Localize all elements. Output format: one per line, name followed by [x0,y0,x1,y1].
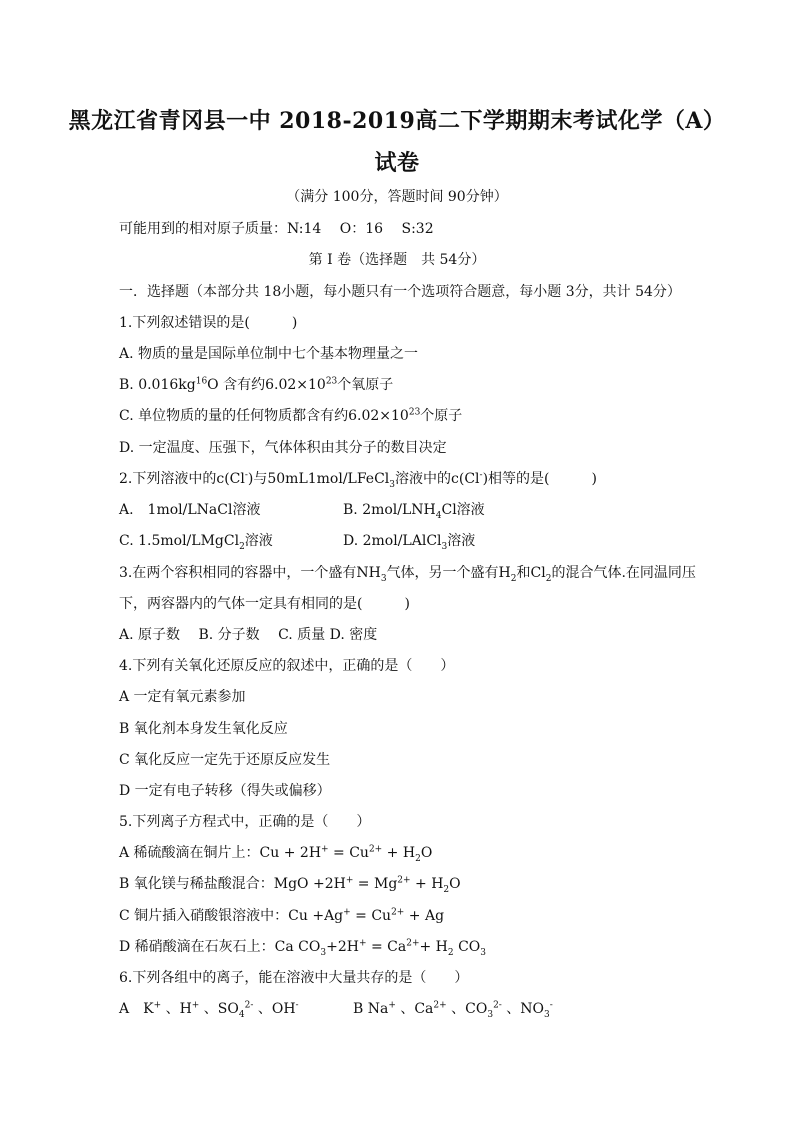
q2-d-text: D. 2mol/LAlCl [343,533,442,549]
q6-b-text: 、Ca [395,1001,434,1017]
section-heading: 一．选择题（本部分共 18小题，每小题只有一个选项符合题意，每小题 3分，共计 54分） [119,284,681,300]
q2-stem-text: )相等的是( ) [482,471,597,487]
q5-d-text: D 稀硝酸滴在石灰石上：Ca CO [119,939,321,955]
q2-stem-text: 2.下列溶液中的c(Cl [119,471,245,487]
q5-c-sup: 2+ [391,907,405,918]
q5-option-a [119,842,432,864]
q4-option-a: A 一定有氧元素参加 [119,689,246,705]
q5-a-text: + H [382,845,416,861]
q5-a-sup: + [321,844,329,855]
q5-d-text: + H [419,939,448,955]
q2-option-c [119,530,273,552]
q5-d-text: = Ca [366,939,407,955]
q5-d-sup: 2+ [406,938,420,949]
exam-title-line1: 黑龙江省青冈县一中 2018-2019高二下学期期末考试化学（A） [68,108,726,134]
q2-c-text: 溶液 [244,533,273,549]
q2-option-b [343,499,485,521]
q4-stem: 4.下列有关氧化还原反应的叙述中，正确的是（ ） [119,658,455,674]
q6-a-sup: 2- [244,1000,254,1011]
q6-option-a [119,998,299,1020]
q5-b-sup: + [345,875,354,886]
q1-b-sup: 23 [325,376,338,387]
q6-b-sup: 2- [493,1000,502,1011]
q1-c-sup: 23 [408,407,421,418]
q6-a-sup: + [191,1000,200,1011]
q5-d-sub: 2 [447,947,454,958]
q5-c-text: + Ag [404,908,445,924]
q6-b-sup: - [549,1000,553,1011]
q3-stem-text: 和Cl [516,565,546,581]
q5-a-text: O [420,845,433,861]
q6-a-sup: - [295,1000,299,1011]
q2-stem-text: )与50mL1mol/LFeCl [247,471,390,487]
q5-a-sup: 2+ [368,844,383,855]
q4-option-b: B 氧化剂本身发生氧化反应 [119,721,288,737]
q2-c-text: C. 1.5mol/LMgCl [119,533,240,549]
q4-option-c: C 氧化反应一定先于还原反应发生 [119,752,331,768]
q5-option-c [119,905,444,925]
q2-option-a: A. 1mol/LNaCl溶液 [119,502,261,518]
q5-option-b [119,873,461,895]
q5-b-text: B 氧化镁与稀盐酸混合：MgO +2H [119,876,346,892]
q2-stem-sup: - [244,470,248,481]
q6-a-text: 、OH [253,1001,296,1017]
q6-a-text: 、H [161,1001,192,1017]
q3-stem-sub: 2 [510,573,517,584]
q6-b-sub: 3 [487,1009,494,1020]
q2-b-sub: 4 [435,510,442,521]
q5-stem: 5.下列离子方程式中，正确的是（ ） [119,814,371,830]
q3-stem-sub: 2 [545,573,552,584]
q1-c-text: 个原子 [420,408,463,424]
q3-stem-text: 的混合气体.在同温同压 [551,565,696,581]
q1-b-sup: 16 [195,376,208,387]
q3-stem-line2: 下，两容器内的气体一定具有相同的是( ) [119,596,410,612]
q1-option-c [119,405,462,425]
q1-option-b [119,374,393,394]
q5-option-d [119,936,486,958]
q1-c-text: C. 单位物质的量的任何物质都含有约6.02×10 [119,408,409,424]
q2-stem-sub: 3 [389,479,396,490]
q5-d-sub: 3 [320,947,327,958]
q1-option-a: A. 物质的量是国际单位制中七个基本物理量之一 [119,346,419,362]
q5-b-sup: 2+ [397,875,411,886]
q5-a-sub: 2 [415,853,421,864]
q6-a-text: A K [119,1001,154,1017]
q5-d-text: +2H [326,939,359,955]
q2-c-sub: 2 [239,541,245,552]
q5-b-text: = Mg [353,876,398,892]
q2-d-text: 溶液 [447,533,476,549]
q6-b-sup: + [388,1000,396,1011]
q3-stem [119,562,696,584]
q2-b-text: Cl溶液 [441,502,485,518]
exam-title-line2: 试卷 [374,150,420,176]
exam-info: （满分 100分，答题时间 90分钟） [286,189,508,205]
q5-d-text: CO [453,939,481,955]
q1-b-text: 个氧原子 [337,377,394,393]
q6-a-sub: 4 [238,1009,245,1020]
q5-a-text: = Cu [328,845,369,861]
q6-stem: 6.下列各组中的离子，能在溶液中大量共存的是（ ） [119,970,469,986]
q6-b-text: B Na [353,1001,389,1017]
q4-option-d: D 一定有电子转移（得失或偏移） [119,783,331,799]
q1-b-text: O 含有约6.02×10 [207,377,326,393]
q3-stem-sub: 3 [380,573,387,584]
q2-option-d [343,530,475,552]
q5-a-text: A 稀硫酸滴在铜片上：Cu + 2H [119,845,322,861]
q6-b-text: 、CO [446,1001,488,1017]
q6-b-text: 、NO [501,1001,545,1017]
q5-d-sup: + [358,938,367,949]
q2-b-text: B. 2mol/LNH [343,502,436,518]
q1-stem: 1.下列叙述错误的是( ) [119,315,298,331]
q6-option-b [353,998,553,1020]
q5-c-text: C 铜片插入硝酸银溶液中：Cu +Ag [119,908,344,924]
q2-d-sub: 3 [441,541,448,552]
q6-a-text: 、SO [199,1001,239,1017]
q5-c-text: = Cu [350,908,392,924]
q2-stem-text: 溶液中的c(Cl [395,471,480,487]
q1-b-text: B. 0.016kg [119,377,196,393]
q3-stem-text: 3.在两个容积相同的容器中，一个盛有NH [119,565,381,581]
q6-b-sub: 3 [544,1009,550,1020]
q5-b-sub: 2 [443,884,450,895]
q3-stem-text: 气体，另一个盛有H [386,565,511,581]
q1-option-d: D. 一定温度、压强下，气体体积由其分子的数目决定 [119,440,447,456]
q5-d-sub: 3 [480,947,486,958]
atomic-masses: 可能用到的相对原子质量：N:14 O：16 S:32 [119,221,434,237]
q6-a-sup: + [153,1000,162,1011]
q5-b-text: + H [410,876,444,892]
volume-heading: 第 I 卷（选择题 共 54分） [308,252,486,268]
q3-options: A. 原子数 B. 分子数 C. 质量 D. 密度 [119,627,378,643]
q5-c-sup: + [343,907,351,918]
q5-b-text: O [449,876,461,892]
q6-b-sup: 2+ [433,1000,447,1011]
q2-stem [119,468,597,490]
q2-stem-sup: - [479,470,483,481]
